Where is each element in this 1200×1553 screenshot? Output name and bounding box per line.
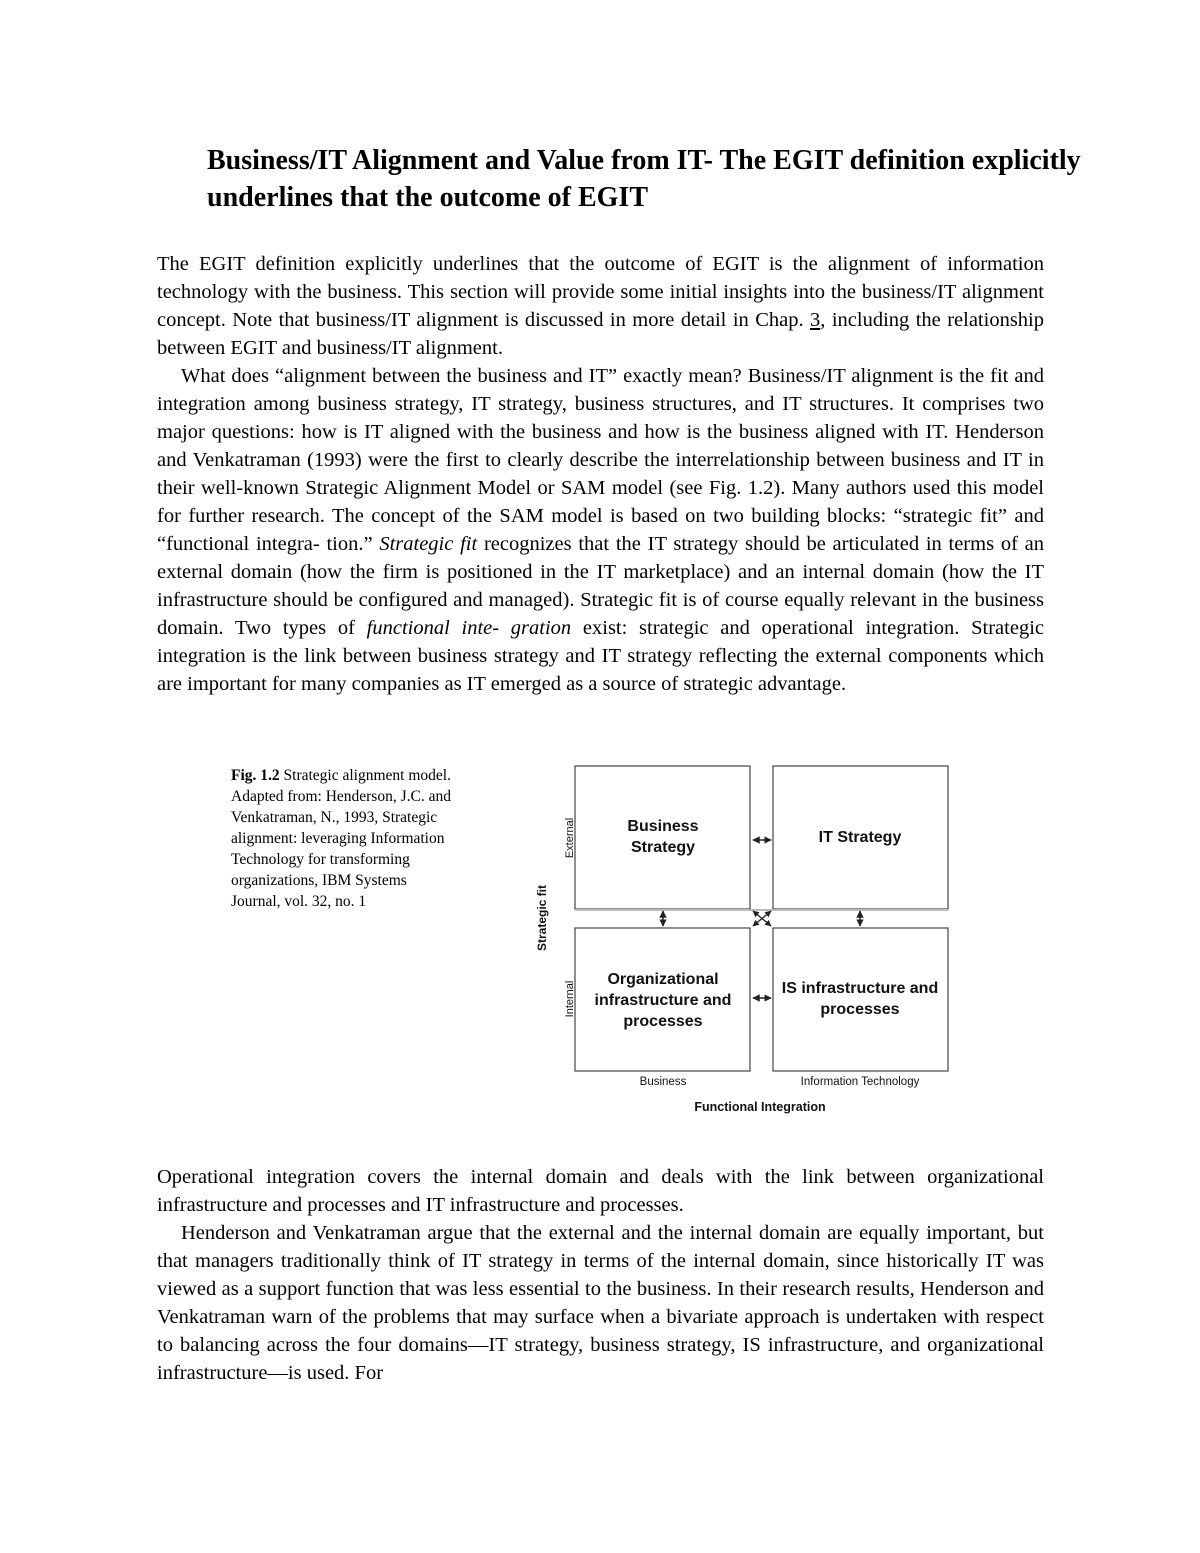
page-title: Business/IT Alignment and Value from IT- The EGIT definition explicitly underlines that the outcome of EGIT (207, 145, 1081, 213)
is-infrastructure-label-line1: IS infrastructure and (781, 980, 939, 997)
business-strategy-box (575, 766, 750, 909)
business-strategy-label-line2: Strategy (630, 839, 696, 856)
figure-number: Fig. 1.2 (231, 767, 280, 784)
is-infrastructure-label-line2: processes (820, 1001, 900, 1018)
paragraph-text: exist: strategic and operational integration. Strategic integration is the link between business strategy and IT strategy reflecting the external components which are important for many companies as IT emerged as a source of strategic advantage. (157, 617, 1044, 695)
paragraph-alignment-intro (157, 250, 1044, 362)
strategic-fit-label: Strategic fit (535, 884, 549, 952)
business-strategy-label-line1: Business (627, 818, 699, 835)
business-axis-label: Business (639, 1076, 687, 1088)
paragraph-henderson-venkatraman: Henderson and Venkatraman argue that the external and the internal domain are equally important, but that managers traditionally think of IT strategy in terms of the internal domain, since historically IT was viewed as a support function that was less essential to the business. In their research results, Henderson and Venkatraman warn of the problems that may surface when a bivariate approach is undertaken with respect to balancing across the four domains—IT strategy, business strategy, IS infrastructure, and organizational infrastructure—is used. For (157, 1222, 1044, 1384)
caption-text: Strategic alignment model. Adapted from: Henderson, J.C. and Venkatraman, N., 1993, Strategic alignment: leveraging Information Technology for transforming organizations, IBM Systems Journal, vol. 32, no. 1 (231, 767, 451, 910)
text-block-bottom (157, 1163, 1044, 1387)
paragraph-text: What does “alignment between the business and IT” exactly mean? Business/IT alignment is the fit and integration among business strategy, IT strategy, business structures, and IT structures. It comprises two major questions: how is IT aligned with the business and how is the business aligned with IT. Henderson and Venkatraman (1993) were the first to clearly describe the interrelationship between business and IT in their well-known Strategic Alignment Model or SAM model (see Fig. 1.2). Many authors used this model for further research. The concept of the SAM model is based on two building blocks: “strategic fit” and “functional integra- tion.” (157, 365, 1044, 555)
org-infrastructure-label-line3: processes (623, 1013, 703, 1030)
paragraph-sam-model (157, 362, 1044, 698)
is-infrastructure-box (773, 928, 948, 1071)
chapter-link[interactable]: 3 (810, 309, 821, 331)
strategic-alignment-diagram (530, 760, 970, 1120)
paragraph-operational-integration: Operational integration covers the internal domain and deals with the link between organizational infrastructure and processes and IT infrastructure and processes. (157, 1166, 1044, 1216)
paragraph-text: The EGIT definition explicitly underlines that the outcome of EGIT is the alignment of information technology with the business. This section will provide some initial insights into the business/IT alignment concept. Note that business/IT alignment is discussed in more detail in Chap. (157, 253, 1044, 331)
org-infrastructure-label-line1: Organizational (607, 971, 719, 988)
external-label: External (564, 817, 576, 859)
org-infrastructure-label-line2: infrastructure and (594, 992, 732, 1009)
emphasis-functional-integration: functional inte- gration (366, 617, 572, 639)
paragraph-text: recognizes that the IT strategy should be articulated in terms of an external domain (how the firm is positioned in the IT marketplace) and an internal domain (how the IT infrastructure should be configured and managed). Strategic fit is of course equally relevant in the business domain. Two types of (157, 533, 1044, 639)
it-strategy-label: IT Strategy (818, 829, 902, 846)
paragraph-text: , including the relationship between EGIT and business/IT alignment. (157, 309, 1044, 359)
emphasis-strategic-fit: Strategic fit (379, 533, 478, 555)
internal-label: Internal (564, 980, 576, 1018)
text-block-top (157, 250, 1044, 698)
figure-caption (231, 765, 456, 912)
functional-integration-label: Functional Integration (694, 1100, 826, 1114)
information-technology-axis-label: Information Technology (800, 1076, 920, 1088)
